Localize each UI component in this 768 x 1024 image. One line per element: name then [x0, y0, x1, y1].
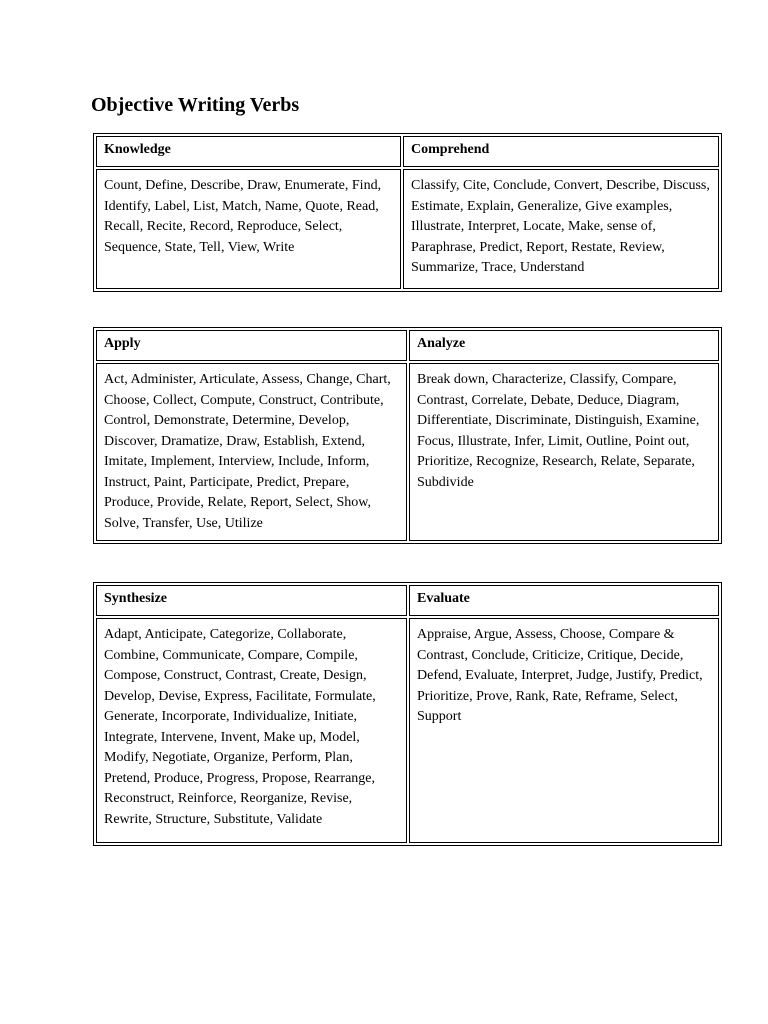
category-heading-apply: Apply	[96, 330, 407, 361]
category-heading-analyze: Analyze	[409, 330, 719, 361]
table-header-row	[96, 585, 719, 616]
table-header-row	[96, 136, 719, 167]
verb-list-apply: Act, Administer, Articulate, Assess, Change, Chart, Choose, Collect, Compute, Construct, Contribute, Control, Demonstrate, Determine, Develop, Discover, Dramatize, Draw, Establish, Extend, Imitate, Implement, Interview, Include, Inform, Instruct, Paint, Participate, Predict, Prepare, Produce, Provide, Relate, Report, Select, Show, Solve, Transfer, Use, Utilize	[96, 363, 407, 541]
verb-list-knowledge: Count, Define, Describe, Draw, Enumerate, Find, Identify, Label, List, Match, Name, Quote, Read, Recall, Recite, Record, Reproduce, Select, Sequence, State, Tell, View, Write	[96, 169, 401, 289]
table-row	[96, 618, 719, 843]
category-heading-synthesize: Synthesize	[96, 585, 407, 616]
verb-list-analyze: Break down, Characterize, Classify, Compare, Contrast, Correlate, Debate, Deduce, Diagram, Differentiate, Discriminate, Distinguish, Examine, Focus, Illustrate, Infer, Limit, Outline, Point out, Prioritize, Recognize, Research, Relate, Separate, Subdivide	[409, 363, 719, 541]
page-title: Objective Writing Verbs	[91, 94, 300, 116]
category-heading-knowledge: Knowledge	[96, 136, 401, 167]
category-heading-evaluate: Evaluate	[409, 585, 719, 616]
table-row	[96, 363, 719, 541]
verb-table-apply-analyze	[93, 327, 722, 544]
table-row	[96, 169, 719, 289]
table-header-row	[96, 330, 719, 361]
category-heading-comprehend: Comprehend	[403, 136, 719, 167]
verb-list-evaluate: Appraise, Argue, Assess, Choose, Compare & Contrast, Conclude, Criticize, Critique, Decide, Defend, Evaluate, Interpret, Judge, Justify, Predict, Prioritize, Prove, Rank, Rate, Reframe, Select, Support	[409, 618, 719, 843]
verb-list-comprehend: Classify, Cite, Conclude, Convert, Describe, Discuss, Estimate, Explain, Generalize, Give examples, Illustrate, Interpret, Locate, Make, sense of, Paraphrase, Predict, Report, Restate, Review, Summarize, Trace, Understand	[403, 169, 719, 289]
verb-list-synthesize: Adapt, Anticipate, Categorize, Collaborate, Combine, Communicate, Compare, Compile, Compose, Construct, Contrast, Create, Design, Develop, Devise, Express, Facilitate, Formulate, Generate, Incorporate, Individualize, Initiate, Integrate, Intervene, Invent, Make up, Model, Modify, Negotiate, Organize, Perform, Plan, Pretend, Produce, Progress, Propose, Rearrange, Reconstruct, Reinforce, Reorganize, Revise, Rewrite, Structure, Substitute, Validate	[96, 618, 407, 843]
verb-table-synthesize-evaluate	[93, 582, 722, 846]
verb-table-knowledge-comprehend	[93, 133, 722, 292]
